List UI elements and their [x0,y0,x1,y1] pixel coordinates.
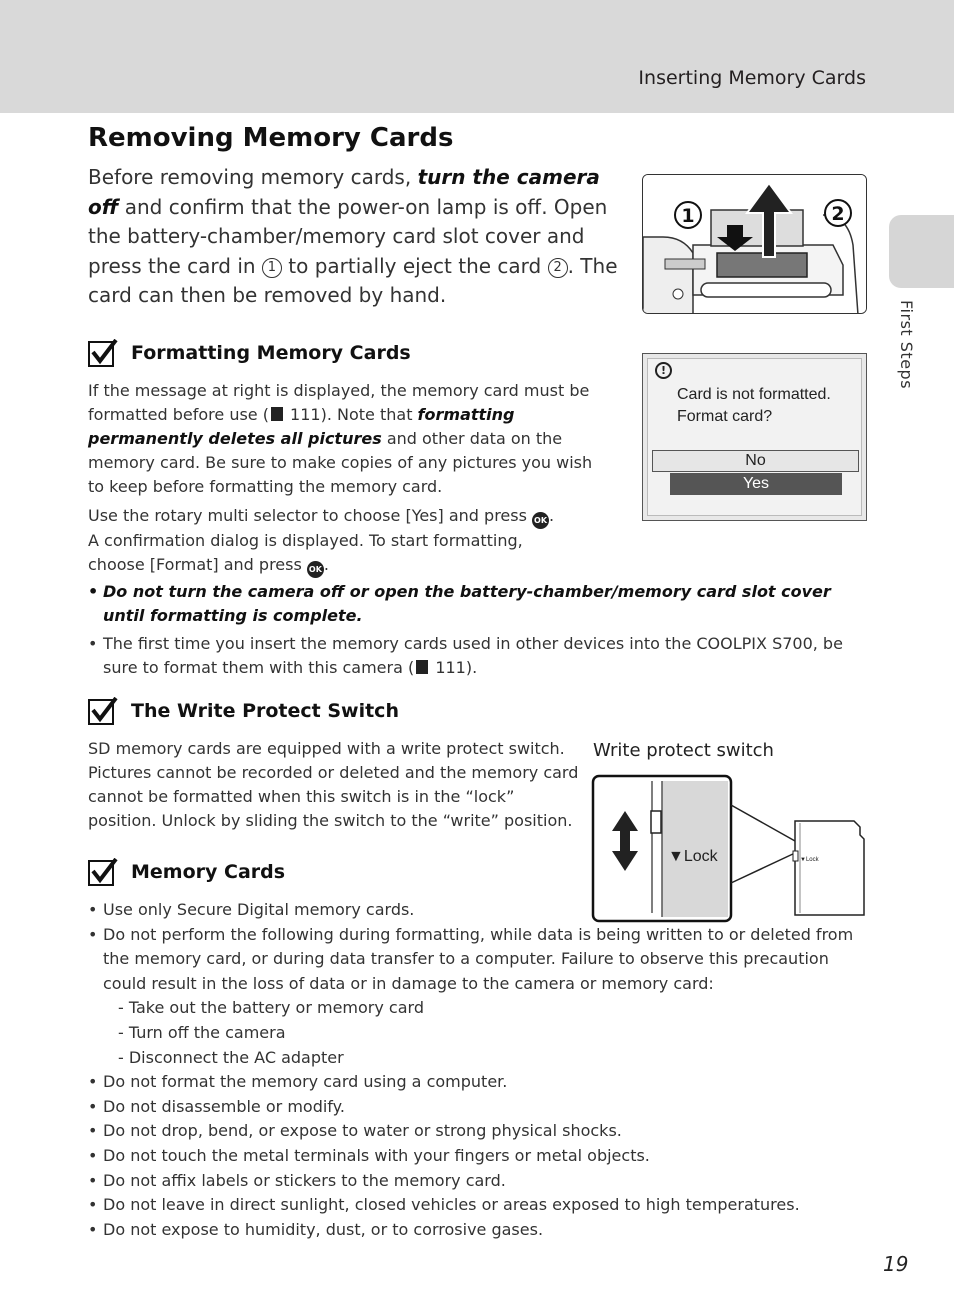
list-item: • Use only Secure Digital memory cards. [88,898,868,923]
dialog-option-yes: Yes [670,473,842,495]
step-1-marker: 1 [262,258,282,278]
sub-list-item: - Take out the battery or memory card [118,998,424,1018]
list-item: • Do not leave in direct sunlight, closed vehicles or areas exposed to high temperatures. [88,1193,868,1218]
list-item: • Do not format the memory card using a computer. [88,1070,868,1095]
step-2-marker: 2 [548,258,568,278]
svg-text:1: 1 [681,205,695,227]
checkmark-icon [88,697,118,725]
memory-cards-heading: Memory Cards [88,858,285,886]
intro-paragraph: Before removing memory cards, turn the camera off and confirm that the power-on lamp is off. Open the battery-chamber/memory card slot cover and press the card in 1 to partially eject the card 2 . The card can then be removed by hand. [88,165,618,307]
list-item: • Do not disassemble or modify. [88,1095,868,1120]
reference-icon [271,407,283,421]
list-item: • Do not affix labels or stickers to the memory card. [88,1169,868,1194]
checkmark-icon [88,339,118,367]
list-item: • Do not turn the camera off or open the battery-chamber/memory card slot cover until formatting is complete. [88,580,868,628]
formatting-paragraph-2: Use the rotary multi selector to choose [Yes] and press OK . A confirmation dialog is displayed. To start formatting, choose [Format] and press OK . [88,504,568,578]
ok-button-icon: OK [307,561,324,578]
header-section-title: Inserting Memory Cards [638,67,866,89]
dialog-body [647,358,862,516]
formatting-paragraph-1: If the message at right is displayed, the memory card must be formatted before use ( 111). Note that formatting permanently deletes all pictures and other data on the memory card. Be sure to make copies of any pictures you wish to keep before formatting the memory card. [88,381,593,496]
card-lock-label: ▼Lock [800,857,819,863]
camera-slot-drawing [643,175,867,314]
header-band [0,0,954,113]
lock-label: ▼Lock [668,848,718,865]
list-item: • Do not expose to humidity, dust, or to corrosive gases. [88,1218,868,1243]
ok-button-icon: OK [532,512,549,529]
dialog-message: Card is not formatted. Format card? [677,386,831,425]
dialog-option-no: No [652,450,859,472]
list-item: • Do not perform the following during formatting, while data is being written to or deleted from the memory card, or during data transfer to a computer. Failure to observe this precaution could result in the loss of data or in damage to the camera or memory card: - Take out the battery or memory card - Turn off the camera - Disconnect the AC adapter [88,923,868,1071]
checkmark-icon [88,858,118,886]
write-protect-heading: The Write Protect Switch [88,697,399,725]
page-number: 19 [883,1252,909,1276]
svg-text:2: 2 [831,203,845,225]
sub-list-item: - Disconnect the AC adapter [118,1047,344,1067]
sub-list-item: - Turn off the camera [118,1022,286,1042]
card-removal-illustration [642,174,867,314]
chapter-tab [889,215,954,288]
memory-cards-bullets [88,898,868,1242]
formatting-heading: Formatting Memory Cards [88,339,411,367]
list-item: • The first time you insert the memory cards used in other devices into the COOLPIX S700, be sure to format them with this camera ( 111). [88,632,868,680]
list-item: • Do not drop, bend, or expose to water or strong physical shocks. [88,1119,868,1144]
warning-icon: ! [655,362,672,379]
page-title: Removing Memory Cards [88,123,454,153]
chapter-label: First Steps [897,300,916,390]
write-protect-paragraph: SD memory cards are equipped with a write protect switch. Pictures cannot be recorded or deleted and the memory card cannot be formatted when this switch is in the “lock” position. Unlock by sliding the switch to the “write” position. [88,739,579,830]
formatting-bullets [88,580,868,680]
reference-icon [416,660,428,674]
write-protect-label: Write protect switch [593,740,774,761]
list-item: • Do not touch the metal terminals with your fingers or metal objects. [88,1144,868,1169]
format-dialog-illustration [642,353,867,521]
